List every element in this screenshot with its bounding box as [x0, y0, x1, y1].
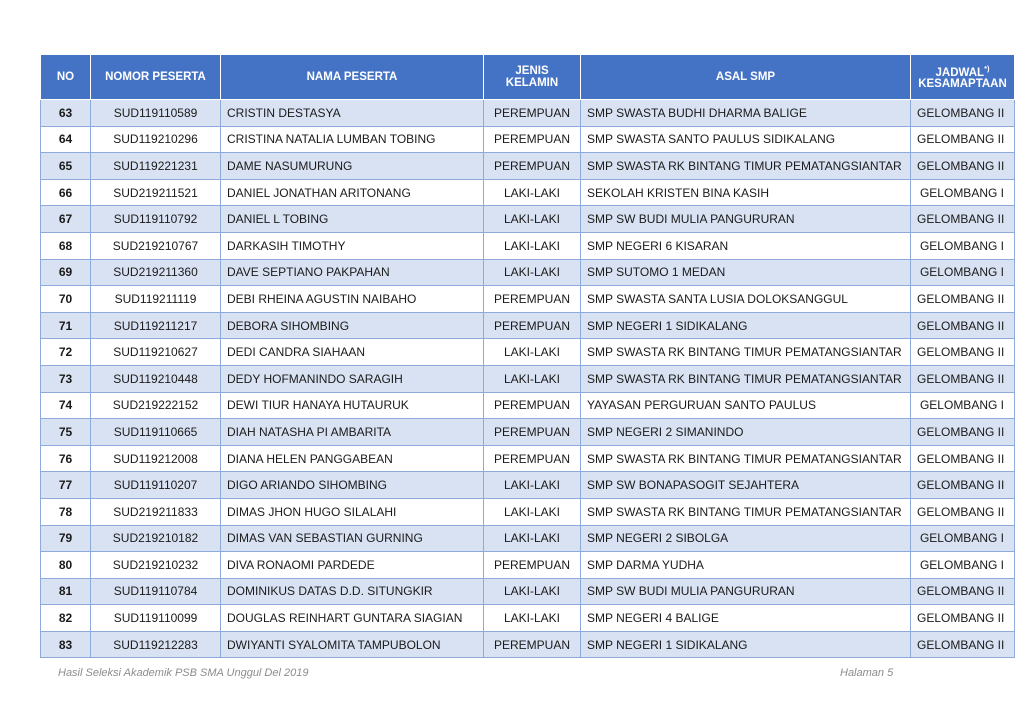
cell-jadwal-kesamaptaan: GELOMBANG I — [911, 392, 1015, 419]
cell-jenis-kelamin: LAKI-LAKI — [484, 339, 581, 366]
cell-no: 76 — [41, 445, 91, 472]
cell-nomor-peserta: SUD219211360 — [91, 259, 221, 286]
cell-jadwal-kesamaptaan: GELOMBANG II — [911, 312, 1015, 339]
cell-nomor-peserta: SUD119212283 — [91, 631, 221, 658]
cell-nomor-peserta: SUD119221231 — [91, 153, 221, 180]
cell-nomor-peserta: SUD119210296 — [91, 126, 221, 153]
cell-jadwal-kesamaptaan: GELOMBANG II — [911, 419, 1015, 446]
header-nama-peserta: NAMA PESERTA — [221, 55, 484, 100]
cell-no: 77 — [41, 472, 91, 499]
cell-nama-peserta: DANIEL JONATHAN ARITONANG — [221, 179, 484, 206]
table-body — [41, 100, 1015, 658]
cell-nomor-peserta: SUD119110207 — [91, 472, 221, 499]
cell-jadwal-kesamaptaan: GELOMBANG I — [911, 552, 1015, 579]
cell-no: 72 — [41, 339, 91, 366]
table-row — [41, 392, 1015, 419]
table-row — [41, 153, 1015, 180]
cell-jadwal-kesamaptaan: GELOMBANG II — [911, 498, 1015, 525]
cell-jadwal-kesamaptaan: GELOMBANG I — [911, 232, 1015, 259]
cell-nomor-peserta: SUD119212008 — [91, 445, 221, 472]
cell-nama-peserta: DIANA HELEN PANGGABEAN — [221, 445, 484, 472]
cell-nama-peserta: DIMAS VAN SEBASTIAN GURNING — [221, 525, 484, 552]
cell-nama-peserta: DEWI TIUR HANAYA HUTAURUK — [221, 392, 484, 419]
cell-no: 80 — [41, 552, 91, 579]
cell-asal-smp: SMP SWASTA RK BINTANG TIMUR PEMATANGSIANTAR — [581, 445, 911, 472]
cell-asal-smp: SMP NEGERI 2 SIBOLGA — [581, 525, 911, 552]
cell-asal-smp: SEKOLAH KRISTEN BINA KASIH — [581, 179, 911, 206]
cell-nama-peserta: DIMAS JHON HUGO SILALAHI — [221, 498, 484, 525]
cell-no: 79 — [41, 525, 91, 552]
cell-asal-smp: SMP SUTOMO 1 MEDAN — [581, 259, 911, 286]
cell-asal-smp: SMP SWASTA SANTA LUSIA DOLOKSANGGUL — [581, 286, 911, 313]
cell-asal-smp: SMP SWASTA RK BINTANG TIMUR PEMATANGSIANTAR — [581, 365, 911, 392]
cell-jenis-kelamin: PEREMPUAN — [484, 100, 581, 127]
cell-nomor-peserta: SUD219211833 — [91, 498, 221, 525]
cell-asal-smp: SMP SWASTA RK BINTANG TIMUR PEMATANGSIANTAR — [581, 498, 911, 525]
cell-nomor-peserta: SUD219210767 — [91, 232, 221, 259]
cell-asal-smp: SMP SWASTA BUDHI DHARMA BALIGE — [581, 100, 911, 127]
cell-no: 70 — [41, 286, 91, 313]
cell-nama-peserta: CRISTINA NATALIA LUMBAN TOBING — [221, 126, 484, 153]
cell-no: 65 — [41, 153, 91, 180]
cell-jadwal-kesamaptaan: GELOMBANG I — [911, 259, 1015, 286]
footer-page-number: Halaman 5 — [840, 667, 894, 679]
cell-jenis-kelamin: PEREMPUAN — [484, 126, 581, 153]
table-row — [41, 206, 1015, 233]
cell-nama-peserta: DEBI RHEINA AGUSTIN NAIBAHO — [221, 286, 484, 313]
table-row — [41, 365, 1015, 392]
cell-jadwal-kesamaptaan: GELOMBANG II — [911, 153, 1015, 180]
cell-nama-peserta: DEDY HOFMANINDO SARAGIH — [221, 365, 484, 392]
header-jadwal-line2: KESAMAPTAAN — [918, 78, 1007, 91]
cell-asal-smp: SMP NEGERI 1 SIDIKALANG — [581, 312, 911, 339]
header-asal-smp: ASAL SMP — [581, 55, 911, 100]
table-row — [41, 578, 1015, 605]
cell-jenis-kelamin: LAKI-LAKI — [484, 578, 581, 605]
cell-asal-smp: SMP NEGERI 1 SIDIKALANG — [581, 631, 911, 658]
cell-no: 74 — [41, 392, 91, 419]
cell-nomor-peserta: SUD219222152 — [91, 392, 221, 419]
cell-asal-smp: SMP SW BUDI MULIA PANGURURAN — [581, 578, 911, 605]
cell-jadwal-kesamaptaan: GELOMBANG II — [911, 339, 1015, 366]
cell-asal-smp: SMP NEGERI 6 KISARAN — [581, 232, 911, 259]
cell-jenis-kelamin: PEREMPUAN — [484, 153, 581, 180]
cell-jenis-kelamin: PEREMPUAN — [484, 552, 581, 579]
cell-nomor-peserta: SUD119110099 — [91, 605, 221, 632]
cell-jadwal-kesamaptaan: GELOMBANG II — [911, 100, 1015, 127]
cell-jadwal-kesamaptaan: GELOMBANG II — [911, 206, 1015, 233]
cell-jenis-kelamin: LAKI-LAKI — [484, 525, 581, 552]
table-row — [41, 126, 1015, 153]
header-jadwal-line1: JADWAL — [935, 66, 985, 79]
cell-nama-peserta: DEDI CANDRA SIAHAAN — [221, 339, 484, 366]
cell-asal-smp: SMP DARMA YUDHA — [581, 552, 911, 579]
table-row — [41, 179, 1015, 206]
cell-nama-peserta: DARKASIH TIMOTHY — [221, 232, 484, 259]
cell-jadwal-kesamaptaan: GELOMBANG II — [911, 605, 1015, 632]
cell-no: 78 — [41, 498, 91, 525]
cell-no: 63 — [41, 100, 91, 127]
cell-nomor-peserta: SUD219210232 — [91, 552, 221, 579]
table-row — [41, 312, 1015, 339]
cell-jenis-kelamin: LAKI-LAKI — [484, 179, 581, 206]
cell-no: 73 — [41, 365, 91, 392]
cell-asal-smp: SMP NEGERI 4 BALIGE — [581, 605, 911, 632]
cell-nama-peserta: DANIEL L TOBING — [221, 206, 484, 233]
cell-no: 66 — [41, 179, 91, 206]
table-row — [41, 525, 1015, 552]
table-row — [41, 605, 1015, 632]
cell-nomor-peserta: SUD119211119 — [91, 286, 221, 313]
cell-asal-smp: YAYASAN PERGURUAN SANTO PAULUS — [581, 392, 911, 419]
cell-nama-peserta: DIVA RONAOMI PARDEDE — [221, 552, 484, 579]
cell-jadwal-kesamaptaan: GELOMBANG II — [911, 365, 1015, 392]
cell-no: 75 — [41, 419, 91, 446]
table-header-row — [41, 55, 1015, 100]
cell-asal-smp: SMP SWASTA RK BINTANG TIMUR PEMATANGSIANTAR — [581, 339, 911, 366]
table-row — [41, 445, 1015, 472]
table-row — [41, 259, 1015, 286]
cell-no: 81 — [41, 578, 91, 605]
results-sheet — [40, 54, 1014, 658]
cell-jenis-kelamin: PEREMPUAN — [484, 286, 581, 313]
cell-jadwal-kesamaptaan: GELOMBANG II — [911, 631, 1015, 658]
cell-asal-smp: SMP SWASTA RK BINTANG TIMUR PEMATANGSIANTAR — [581, 153, 911, 180]
cell-nomor-peserta: SUD119210627 — [91, 339, 221, 366]
cell-no: 68 — [41, 232, 91, 259]
cell-nama-peserta: DWIYANTI SYALOMITA TAMPUBOLON — [221, 631, 484, 658]
cell-jenis-kelamin: LAKI-LAKI — [484, 472, 581, 499]
table-row — [41, 339, 1015, 366]
cell-no: 67 — [41, 206, 91, 233]
cell-jenis-kelamin: PEREMPUAN — [484, 419, 581, 446]
cell-nomor-peserta: SUD119110589 — [91, 100, 221, 127]
cell-asal-smp: SMP NEGERI 2 SIMANINDO — [581, 419, 911, 446]
cell-nomor-peserta: SUD119110784 — [91, 578, 221, 605]
header-jadwal-kesamaptaan — [911, 55, 1015, 100]
cell-jenis-kelamin: LAKI-LAKI — [484, 206, 581, 233]
cell-nama-peserta: DIAH NATASHA PI AMBARITA — [221, 419, 484, 446]
cell-jenis-kelamin: LAKI-LAKI — [484, 365, 581, 392]
table-row — [41, 286, 1015, 313]
cell-jadwal-kesamaptaan: GELOMBANG II — [911, 578, 1015, 605]
cell-nama-peserta: DAVE SEPTIANO PAKPAHAN — [221, 259, 484, 286]
cell-jadwal-kesamaptaan: GELOMBANG I — [911, 179, 1015, 206]
cell-asal-smp: SMP SW BUDI MULIA PANGURURAN — [581, 206, 911, 233]
cell-no: 82 — [41, 605, 91, 632]
cell-nama-peserta: DIGO ARIANDO SIHOMBING — [221, 472, 484, 499]
cell-no: 69 — [41, 259, 91, 286]
table-row — [41, 552, 1015, 579]
table-row — [41, 472, 1015, 499]
cell-jenis-kelamin: LAKI-LAKI — [484, 232, 581, 259]
cell-jadwal-kesamaptaan: GELOMBANG II — [911, 445, 1015, 472]
cell-nomor-peserta: SUD219210182 — [91, 525, 221, 552]
cell-asal-smp: SMP SW BONAPASOGIT SEJAHTERA — [581, 472, 911, 499]
cell-jenis-kelamin: LAKI-LAKI — [484, 259, 581, 286]
footer-document-title: Hasil Seleksi Akademik PSB SMA Unggul Del 2019 — [58, 667, 309, 679]
cell-asal-smp: SMP SWASTA SANTO PAULUS SIDIKALANG — [581, 126, 911, 153]
cell-nomor-peserta: SUD219211521 — [91, 179, 221, 206]
cell-nama-peserta: DAME NASUMURUNG — [221, 153, 484, 180]
cell-nama-peserta: DOMINIKUS DATAS D.D. SITUNGKIR — [221, 578, 484, 605]
cell-no: 64 — [41, 126, 91, 153]
cell-no: 71 — [41, 312, 91, 339]
cell-nama-peserta: DEBORA SIHOMBING — [221, 312, 484, 339]
header-no: NO — [41, 55, 91, 100]
cell-jenis-kelamin: LAKI-LAKI — [484, 498, 581, 525]
cell-jadwal-kesamaptaan: GELOMBANG II — [911, 286, 1015, 313]
table-row — [41, 232, 1015, 259]
cell-jadwal-kesamaptaan: GELOMBANG II — [911, 126, 1015, 153]
cell-jadwal-kesamaptaan: GELOMBANG II — [911, 472, 1015, 499]
cell-jadwal-kesamaptaan: GELOMBANG I — [911, 525, 1015, 552]
cell-nomor-peserta: SUD119110665 — [91, 419, 221, 446]
cell-nomor-peserta: SUD119211217 — [91, 312, 221, 339]
cell-jenis-kelamin: PEREMPUAN — [484, 312, 581, 339]
participants-table — [40, 54, 1015, 658]
cell-no: 83 — [41, 631, 91, 658]
cell-jenis-kelamin: PEREMPUAN — [484, 445, 581, 472]
cell-nomor-peserta: SUD119210448 — [91, 365, 221, 392]
cell-nama-peserta: DOUGLAS REINHART GUNTARA SIAGIAN — [221, 605, 484, 632]
header-jenis-kelamin: JENIS KELAMIN — [484, 55, 581, 100]
table-row — [41, 498, 1015, 525]
table-row — [41, 631, 1015, 658]
cell-nomor-peserta: SUD119110792 — [91, 206, 221, 233]
cell-jenis-kelamin: PEREMPUAN — [484, 392, 581, 419]
cell-nama-peserta: CRISTIN DESTASYA — [221, 100, 484, 127]
table-row — [41, 100, 1015, 127]
cell-jenis-kelamin: LAKI-LAKI — [484, 605, 581, 632]
cell-jenis-kelamin: PEREMPUAN — [484, 631, 581, 658]
header-jadwal-footnote-mark: *) — [984, 63, 990, 73]
table-row — [41, 419, 1015, 446]
header-nomor-peserta: NOMOR PESERTA — [91, 55, 221, 100]
